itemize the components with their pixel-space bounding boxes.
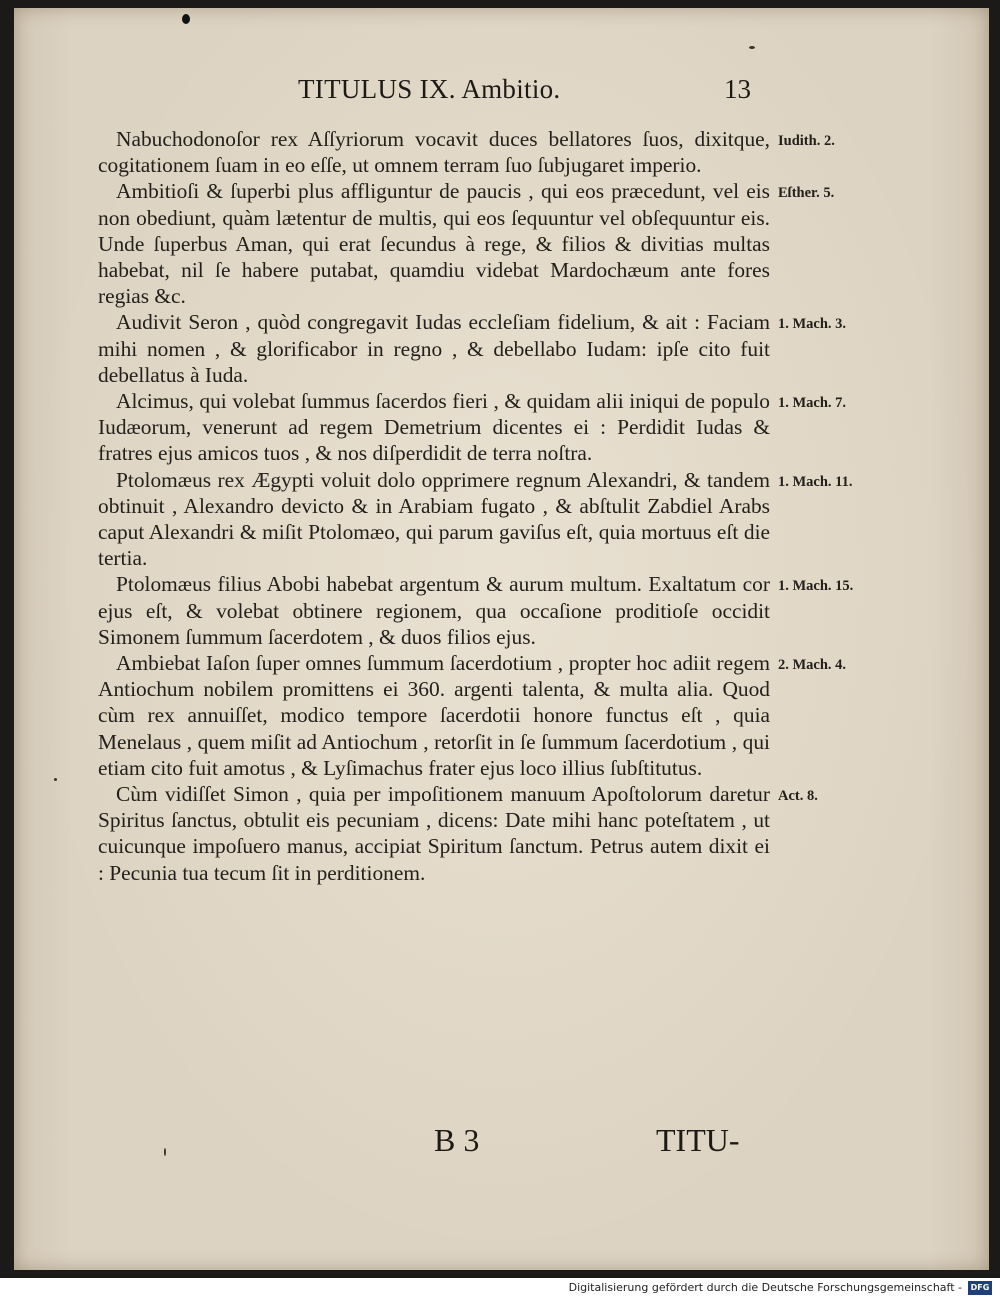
paragraph-5 [98,467,853,572]
funding-credit: Digitalisierung gefördert durch die Deutsche Forschungsgemeinschaft - [568,1281,962,1294]
page-number: 13 [724,74,751,104]
paragraph-8 [98,781,818,886]
marginal-reference: 1. Mach. 7. [778,395,847,412]
marginal-reference: 1. Mach. 11. [778,473,853,490]
marginal-reference: 1. Mach. 15. [778,578,854,595]
paragraph-2 [98,178,835,309]
page-header [14,74,989,114]
paragraph-text: Ptolomæus filius Abobi habebat argentum & aurum multum. Exaltatum cor ejus eſt, & volebat obtinere regionem, qua occaſione proditioſe occidit Simonem ſummum ſacerdotem , & duos filios ejus. [98,572,770,649]
marginal-reference: 1. Mach. 3. [778,316,847,333]
body-text [98,126,854,886]
credit-bar [0,1278,1000,1298]
marginal-reference: 2. Mach. 4. [778,657,847,674]
marginal-reference: Eſther. 5. [778,185,835,202]
page-footer [14,1122,989,1168]
paragraph-text: Nabuchodonoſor rex Aſſyriorum vocavit duces bellatores ſuos, dixitque, cogitationem ſuam in eo eſſe, ut omnem terram ſuo ſubjugaret imperio. [98,127,770,178]
ink-speck [164,1148,166,1156]
paragraph-3 [98,309,847,388]
ink-speck [54,778,57,781]
signature-mark: B 3 [434,1122,480,1158]
marginal-reference: Act. 8. [778,788,818,805]
marginal-reference: Iudith. 2. [778,133,835,149]
paragraph-6 [98,571,854,650]
paragraph-1 [98,126,835,178]
paragraph-7 [98,650,847,781]
catchword: TITU- [656,1122,740,1158]
paragraph-text: Ambiebat Iaſon ſuper omnes ſummum ſacerdotium , propter hoc adiit regem Antiochum nobilem promittens ei 360. argenti talenta, & multa alia. Quod cùm rex annuiſſet, modico tempore ſacerdotii honore functus eſt , quia Menelaus , quem miſit ad Antiochum , retorſit in ſe ſummum ſacerdotium , qui etiam cito fuit amotus , & Lyſimachus frater ejus loco illius ſubſtitutus. [98,651,770,780]
paragraph-4 [98,388,847,467]
paragraph-text: Cùm vidiſſet Simon , quia per impoſitionem manuum Apoſtolorum daretur Spiritus ſanctus, obtulit eis pecuniam , dicens: Date mihi hanc poteſtatem , ut cuicunque impoſuero manus, accipiat Spiritum ſanctum. Petrus autem dixit ei : Pecunia tua tecum ſit in perditionem. [98,782,770,885]
paragraph-text: Ptolomæus rex Ægypti voluit dolo opprimere regnum Alexandri, & tandem obtinuit , Alexandro devicto & in Arabiam fugato , & abſtulit Zabdiel Arabs caput Alexandri & miſit Ptolomæo, qui parum gaviſus eſt, quia mortuus eſt die tertia. [98,467,770,571]
paragraph-text: Ambitioſi & ſuperbi plus affliguntur de paucis , qui eos præcedunt, vel eis non obediunt, quàm lætentur de multis, qui eos ſequuntur vel obſequuntur eis. Unde ſuperbus Aman, qui erat ſecundus à rege, & filios & divitias multas habebat, nil ſe habere putabat, quamdiu videbat Mardochæum ante fores regias &c. [98,179,770,309]
ink-speck [182,14,190,24]
paragraph-text: Audivit Seron , quòd congregavit Iudas eccleſiam fidelium, & ait : Faciam mihi nomen , & glorificabor in regno , & debellabo Iudam: ipſe cito fuit debellatus à Iuda. [98,310,770,387]
book-page [14,8,989,1270]
paragraph-text: Alcimus, qui volebat ſummus ſacerdos fieri , & quidam alii iniqui de populo Iudæorum, venerunt ad regem Demetrium dicentes ei : Perdidit Iudas & fratres ejus amicos tuos , & nos diſperdidit de terra noſtra. [98,389,770,466]
dfg-logo-icon: DFG [968,1281,992,1295]
running-title: TITULUS IX. Ambitio. [298,74,561,104]
ink-speck [749,46,755,49]
